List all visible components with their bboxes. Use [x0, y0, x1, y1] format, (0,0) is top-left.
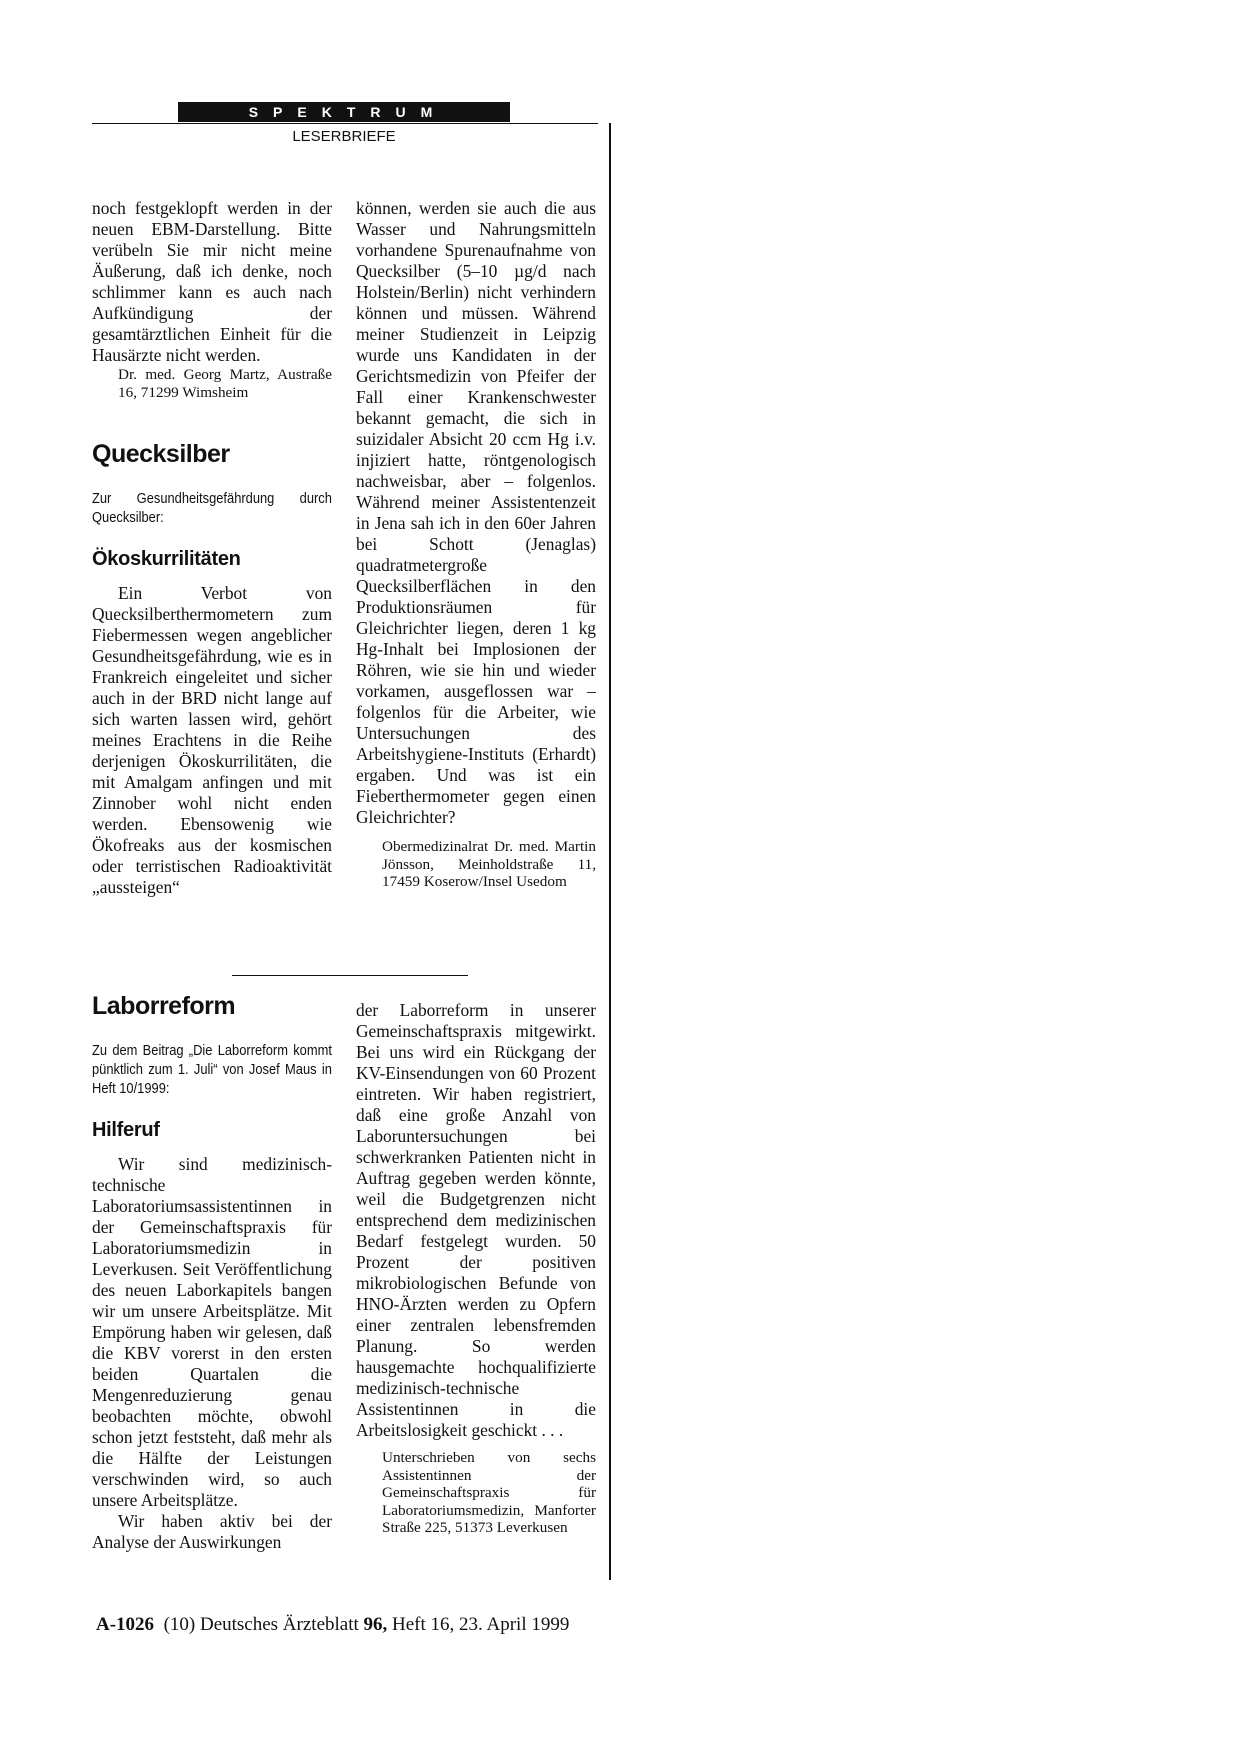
- column-left-bottom: [92, 991, 332, 1553]
- article-body: Wir haben aktiv bei der Analyse der Auswirkungen: [92, 1511, 332, 1552]
- article-subtitle: Hilferuf: [92, 1119, 160, 1141]
- column-right-bottom: [356, 1000, 596, 1537]
- letter-signature: Dr. med. Georg Martz, Austraße 16, 71299 Wimsheim: [118, 366, 332, 401]
- column-divider: [609, 123, 611, 1580]
- column-right-top: [356, 198, 596, 891]
- article-title: Quecksilber: [92, 440, 230, 468]
- article-subtitle: Ökoskurrilitäten: [92, 548, 241, 570]
- article-body: Ein Verbot von Quecksilberthermometern zum Fiebermessen wegen angeblicher Gesundheitsgefährdung, wie es in Frankreich eingeleitet und sicher auch in der BRD nicht lange auf sich warten lassen wird, gehört meines Erachtens in die Reihe derjenigen Ökoskurrilitäten, die mit Amalgam anfingen und mit Zinnober wohl nicht enden werden. Ebensowenig wie Ökofreaks aus der kosmischen oder terristischen Radioaktivität „aussteigen“: [92, 583, 332, 897]
- section-banner: SPEKTRUM: [178, 102, 510, 122]
- article-title: Laborreform: [92, 992, 236, 1020]
- page-number: A-1026: [96, 1614, 155, 1635]
- subsection-label: LESERBRIEFE: [292, 128, 396, 145]
- journal-name: (10) Deutsches Ärzteblatt: [163, 1614, 359, 1635]
- page-footer: [96, 1614, 569, 1636]
- article-signature: Obermedizinalrat Dr. med. Martin Jönsson, Meinholdstraße 11, 17459 Koserow/Insel Usedom: [382, 838, 596, 890]
- letter-continuation: noch festgeklopft werden in der neuen EBM-Darstellung. Bitte verübeln Sie mir nicht meine Äußerung, daß ich denke, noch schlimmer kann es auch nach Aufkündigung der gesamtärztlichen Einheit für die Hausärzte nicht werden.: [92, 198, 332, 365]
- volume-number: 96,: [363, 1614, 388, 1635]
- column-left-top: [92, 198, 332, 898]
- article-signature: Unterschrieben von sechs Assistentinnen der Gemeinschaftspraxis für Laboratoriumsmedizin, Manforter Straße 225, 51373 Leverkusen: [382, 1449, 596, 1536]
- article-body-continued: können, werden sie auch die aus Wasser und Nahrungsmitteln vorhandene Spurenaufnahme von Quecksilber (5–10 µg/d nach Holstein/Berlin) nicht verhindern können und müssen. Während meiner Studienzeit in Leipzig wurde uns Kandidaten in der Gerichtsmedizin von Pfeifer der Fall einer Krankenschwester bekannt gemacht, die sich in suizidaler Absicht 20 ccm Hg i.v. injiziert hatte, röntgenologisch nachweisbar, aber – folgenlos. Während meiner Assistentenzeit in Jena sah ich in den 60er Jahren bei Schott (Jenaglas) quadratmetergroße Quecksilberflächen in den Produktionsräumen für Gleichrichter liegen, deren 1 kg Hg-Inhalt bei Implosionen der Röhren, wie sie hin und wieder vorkamen, ausgeflossen war – folgenlos für die Arbeiter, wie Untersuchungen des Arbeitshygiene-Instituts (Erhardt) ergaben. Und was ist ein Fieberthermometer gegen einen Gleichrichter?: [356, 198, 596, 827]
- article-intro: Zur Gesundheitsgefährdung durch Quecksilber:: [92, 490, 332, 526]
- article-intro: Zu dem Beitrag „Die Laborreform kommt pünktlich zum 1. Juli“ von Josef Maus in Heft 10/1999:: [92, 1042, 332, 1097]
- article-separator: [232, 975, 468, 976]
- header-rule: [92, 123, 598, 124]
- issue-date: Heft 16, 23. April 1999: [392, 1614, 570, 1635]
- article-body: Wir sind medizinisch-technische Laboratoriumsassistentinnen in der Gemeinschaftspraxis für Laboratoriumsmedizin in Leverkusen. Seit Veröffentlichung des neuen Laborkapitels bangen wir um unsere Arbeitsplätze. Mit Empörung haben wir gelesen, daß die KBV vorerst in den ersten beiden Quartalen die Mengenreduzierung genau beobachten möchte, obwohl schon jetzt feststeht, daß mehr als die Hälfte der Leistungen verschwinden wird, so auch unsere Arbeitsplätze.: [92, 1154, 332, 1510]
- article-body-continued: der Laborreform in unserer Gemeinschaftspraxis mitgewirkt. Bei uns wird ein Rückgang der KV-Einsendungen von 60 Prozent eintreten. Wir haben registriert, daß eine große Anzahl von Laboruntersuchungen bei schwerkranken Patienten nicht in Auftrag gegeben werden könnte, weil die Budgetgrenzen nicht entsprechend dem medizinischen Bedarf festgelegt wurden. 50 Prozent der positiven mikrobiologischen Befunde von HNO-Ärzten werden zu Opfern einer zentralen lebensfremden Planung. So werden hausgemachte hochqualifizierte medizinisch-technische Assistentinnen in die Arbeitslosigkeit geschickt . . .: [356, 1000, 596, 1440]
